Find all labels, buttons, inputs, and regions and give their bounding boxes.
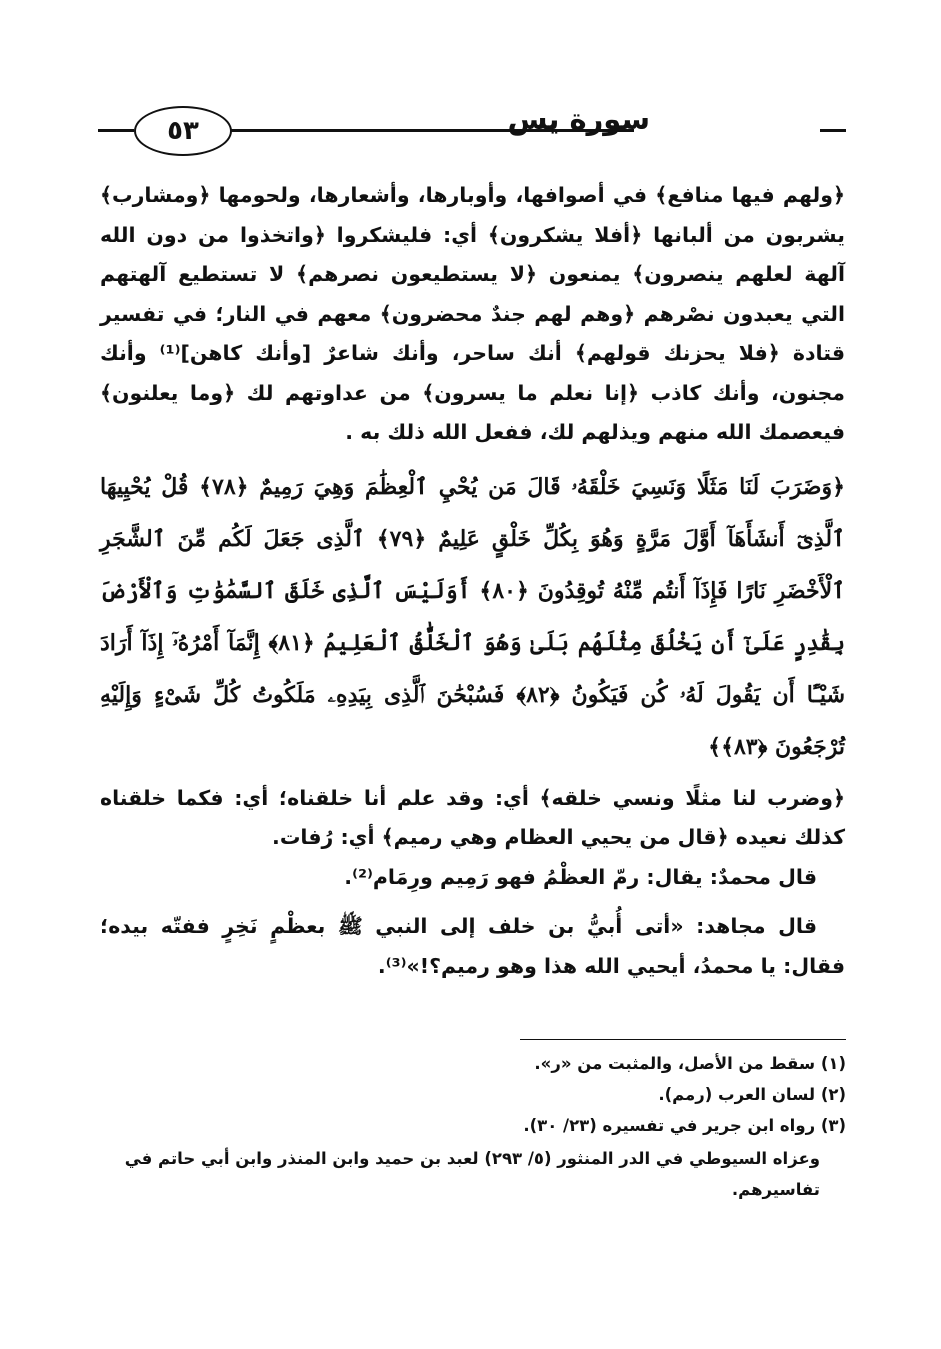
header-rule-left bbox=[98, 129, 134, 132]
page-header bbox=[98, 96, 846, 166]
header-rule-center bbox=[230, 129, 634, 132]
tafsir-paragraph-2: ﴿وضرب لنا مثلًا ونسي خلقه﴾ أي: وقد علم أنا خلقناه؛ أي: فكما خلقناه كذلك نعيده ﴿قال من يحيي العظام وهي رميم﴾ أي: رُفات. bbox=[100, 785, 845, 849]
footnote-1: (١) سقط من الأصل، والمثبت من «ر». bbox=[534, 1054, 846, 1073]
quran-verses-block: ﴿وَضَرَبَ لَنَا مَثَلًا وَنَسِيَ خَلْقَهُۥ قَالَ مَن يُحْيِ ٱلْعِظَٰمَ وَهِيَ رَمِيمٌ ﴿٧٨﴾ قُلْ يُحْيِيهَا ٱلَّذِىٓ أَنشَأَهَآ أَوَّلَ مَرَّةٍ وَهُوَ بِكُلِّ خَلْقٍ عَلِيمٌ ﴿٧٩﴾ ٱلَّذِى جَعَلَ لَكُم مِّنَ ٱلشَّجَرِ ٱلْأَخْضَرِ نَارًا فَإِذَآ أَنتُم مِّنْهُ تُوقِدُونَ ﴿٨٠﴾ أَوَلَيْسَ ٱلَّذِى خَلَقَ ٱلسَّمَٰوَٰتِ وَٱلْأَرْضَ بِقَٰدِرٍ عَلَىٰٓ أَن يَخْلُقَ مِثْلَهُم بَلَىٰ وَهُوَ ٱلْخَلَّٰقُ ٱلْعَلِيمُ ﴿٨١﴾ إِنَّمَآ أَمْرُهُۥٓ إِذَآ أَرَادَ شَيْـًٔا أَن يَقُولَ لَهُۥ كُن فَيَكُونُ ﴿٨٢﴾ فَسُبْحَٰنَ ٱلَّذِى بِيَدِهِۦ مَلَكُوتُ كُلِّ شَىْءٍ وَإِلَيْهِ تُرْجَعُونَ ﴿٨٣﴾﴾ bbox=[100, 473, 846, 760]
tafsir-paragraph-4: قال مجاهد: «أتى أُبيُّ بن خلف إلى النبي ﷺ بعظْمٍ نَخِرٍ ففتّه بيده؛ فقال: يا محمدُ، أيحيي الله هذا وهو رميم؟!»⁽³⁾. bbox=[100, 914, 845, 978]
surah-title: سورة يس bbox=[507, 102, 650, 136]
tafsir-paragraph-3: قال محمدٌ: يقال: رمّ العظْمُ فهو رَمِيم ورِمَام⁽²⁾. bbox=[344, 864, 817, 889]
footnotes bbox=[108, 1048, 846, 1205]
header-rule-right bbox=[820, 129, 846, 132]
footnote-separator bbox=[520, 1039, 846, 1040]
page-number: ٥٣ bbox=[167, 116, 199, 146]
footnote-2: (٢) لسان العرب (رمم). bbox=[658, 1085, 846, 1104]
page-body bbox=[100, 176, 845, 986]
footnote-3-continuation: وعزاه السيوطي في الدر المنثور (٥/ ٢٩٣) لعبد بن حميد وابن المنذر وابن أبي حاتم في تفاسيرهم. bbox=[124, 1149, 820, 1199]
footnote-3: (٣) رواه ابن جرير في تفسيره (٢٣/ ٣٠). bbox=[523, 1116, 846, 1135]
tafsir-paragraph-1: ﴿ولهم فيها منافع﴾ في أصوافها، وأوبارها، وأشعارها، ولحومها ﴿ومشارب﴾ يشربون من ألبانها ﴿أفلا يشكرون﴾ أي: فليشكروا ﴿واتخذوا من دون الله آلهة لعلهم ينصرون﴾ يمنعون ﴿لا يستطيعون نصرهم﴾ لا تستطيع آلهتهم التي يعبدون نصْرهم ﴿وهم لهم جندٌ محضرون﴾ معهم في النار؛ في تفسير قتادة ﴿فلا يحزنك قولهم﴾ أنك ساحر، وأنك شاعرٌ [وأنك كاهن]⁽¹⁾ وأنك مجنون، وأنك كاذب ﴿إنا نعلم ما يسرون﴾ من عداوتهم لك ﴿وما يعلنون﴾ فيعصمك الله منهم ويذلهم لك، ففعل الله ذلك به . bbox=[100, 183, 845, 444]
page-number-badge bbox=[134, 106, 232, 156]
